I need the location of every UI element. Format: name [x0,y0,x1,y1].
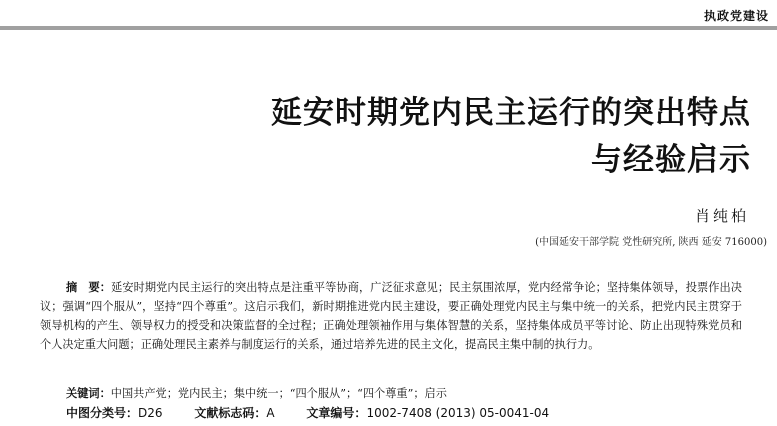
header-rule [0,26,777,30]
article-no-label: 文章编号： [306,406,367,420]
article-title [271,90,751,184]
clc-value: D26 [138,406,163,420]
abstract [40,278,742,354]
keywords-text: 中国共产党；党内民主；集中统一；“四个服从”；“四个尊重”；启示 [110,387,447,400]
keywords [66,385,447,401]
article-number [306,406,549,420]
doc-code-label: 文献标志码： [194,406,267,420]
abstract-label: 摘 要： [66,281,112,294]
article-metadata [66,404,577,421]
title-line-2: 与经验启示 [591,142,751,178]
title-line-1: 延安时期党内民主运行的突出特点 [271,95,751,131]
doc-code-value: A [266,406,275,420]
keywords-label: 关键词： [66,387,111,400]
abstract-text: 延安时期党内民主运行的突出特点是注重平等协商，广泛征求意见；民主氛围浓厚，党内经常争论；坚持集体领导，投票作出决议；强调“四个服从”，坚持“四个尊重”。这启示我们，新时期推进党内民主建设，要正确处理党内民主与集中统一的关系，把党内民主贯穿于领导机构的产生、领导权力的授受和决策监督的全过程；正确处理领袖作用与集体智慧的关系，坚持集体成员平等讨论、防止出现特殊党员和个人决定重大问题；正确处理民主素养与制度运行的关系，通过培养先进的民主文化，提高民主集中制的执行力。 [40,281,742,351]
document-code [194,406,274,420]
author-affiliation: (中国延安干部学院 党性研究所, 陕西 延安 716000) [535,237,767,248]
clc-label: 中图分类号： [66,406,139,420]
section-tag: 执政党建设 [703,9,769,23]
author-name: 肖纯柏 [694,207,749,225]
clc-number [66,406,163,420]
article-no-value: 1002-7408 (2013) 05-0041-04 [366,406,550,420]
